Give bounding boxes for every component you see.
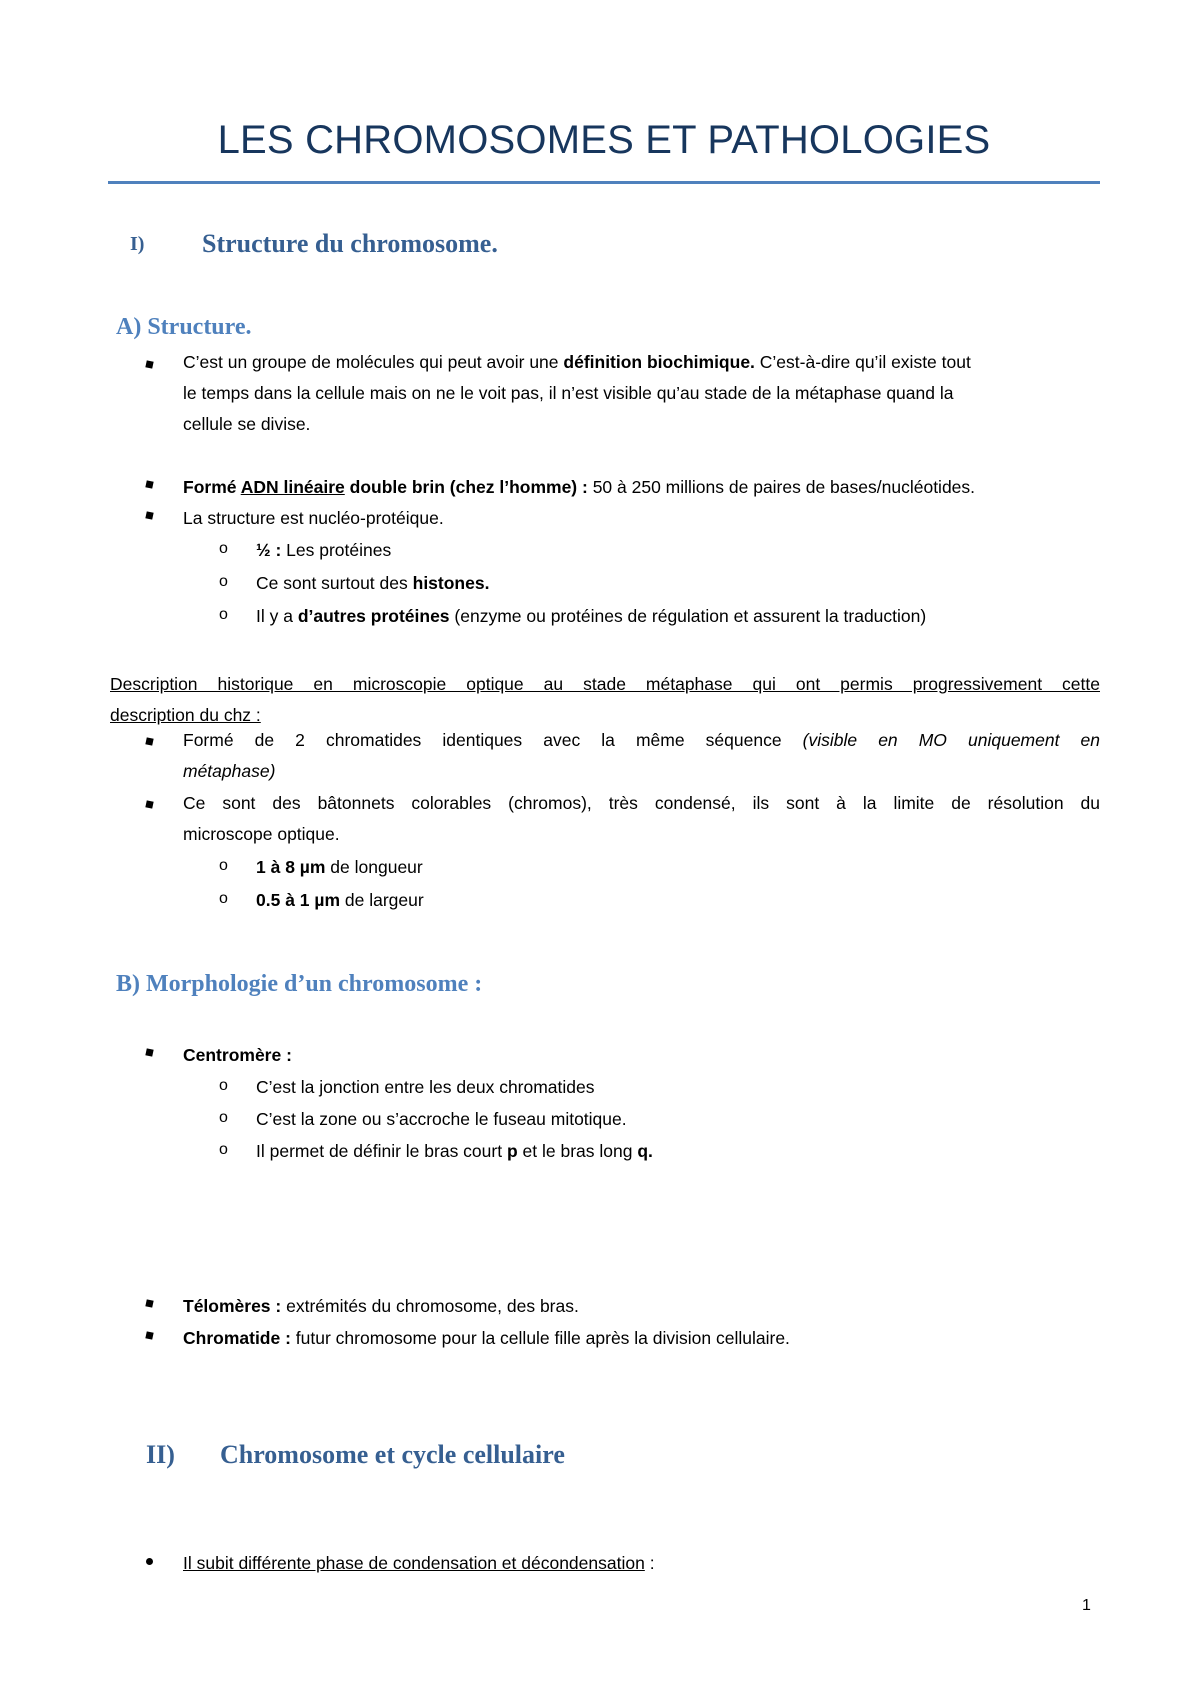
- section-b-heading: B) Morphologie d’un chromosome :: [116, 971, 483, 997]
- description-bullet-1: Formé de 2 chromatides identiques avec la même séquence (visible en MO uniquement en métaphase): [183, 730, 1100, 781]
- bullet-icon: [145, 480, 153, 488]
- sub-bullet-icon: o: [219, 1077, 228, 1094]
- sub-bullet-icon: o: [219, 1141, 228, 1158]
- sub-item-a1: ½ : Les protéines: [256, 540, 392, 560]
- section-1-number: I): [130, 233, 145, 255]
- sub-bullet-icon: o: [219, 890, 228, 907]
- section-2-bullet-1: Il subit différente phase de condensation et décondensation :: [183, 1553, 655, 1573]
- sub-item-length: 1 à 8 µm de longueur: [256, 857, 423, 877]
- centromere-item-2: C’est la zone ou s’accroche le fuseau mitotique.: [256, 1109, 627, 1129]
- bullet-icon: [145, 1048, 153, 1056]
- centromere-item-1: C’est la jonction entre les deux chromatides: [256, 1077, 595, 1097]
- sub-bullet-icon: o: [219, 857, 228, 874]
- sub-item-width: 0.5 à 1 µm de largeur: [256, 890, 424, 910]
- paragraph-a1-line3: cellule se divise.: [183, 414, 311, 434]
- telomeres-item: Télomères : extrémités du chromosome, des bras.: [183, 1296, 579, 1316]
- sub-bullet-icon: o: [219, 540, 228, 557]
- sub-bullet-icon: o: [219, 606, 228, 623]
- page-number: 1: [1082, 1597, 1091, 1614]
- section-2-number: II): [146, 1440, 175, 1469]
- sub-item-a2: Ce sont surtout des histones.: [256, 573, 490, 593]
- chromatide-item: Chromatide : futur chromosome pour la cellule fille après la division cellulaire.: [183, 1328, 790, 1348]
- paragraph-a1: [183, 347, 1100, 440]
- section-2-heading: [146, 1440, 846, 1474]
- sub-item-a3: Il y a d’autres protéines (enzyme ou protéines de régulation et assurent la traduction): [256, 606, 927, 626]
- sub-bullet-icon: o: [219, 573, 228, 590]
- bullet-icon: [145, 800, 153, 808]
- centromere-item-3: Il permet de définir le bras court p et le bras long q.: [256, 1141, 653, 1161]
- bullet-icon: [145, 511, 153, 519]
- bullet-icon: [145, 737, 153, 745]
- description-line1: Description historique en microscopie optique au stade métaphase qui ont permis progressivement cette: [110, 674, 1100, 694]
- section-1-title: Structure du chromosome.: [202, 229, 498, 258]
- description-line2: description du chz :: [110, 705, 261, 725]
- paragraph-a2: Formé ADN linéaire double brin (chez l’homme) : 50 à 250 millions de paires de bases/nucléotides.: [183, 477, 976, 497]
- sub-bullet-icon: o: [219, 1109, 228, 1126]
- description-bullet-2: Ce sont des bâtonnets colorables (chromos), très condensé, ils sont à la limite de résolution du microscope optique.: [183, 793, 1100, 844]
- section-1-heading: [130, 229, 730, 263]
- bullet-icon: [145, 1299, 153, 1307]
- centromere-label: Centromère :: [183, 1045, 292, 1065]
- bullet-icon: [146, 1558, 153, 1565]
- bullet-icon: [145, 360, 153, 368]
- section-a-heading: A) Structure.: [116, 314, 252, 340]
- paragraph-a1-line1: C’est un groupe de molécules qui peut avoir une définition biochimique. C’est-à-dire qu’il existe tout: [183, 352, 971, 372]
- paragraph-a3: La structure est nucléo-protéique.: [183, 508, 444, 528]
- description-intro: [110, 669, 1100, 731]
- paragraph-a1-line2: le temps dans la cellule mais on ne le voit pas, il n’est visible qu’au stade de la métaphase quand la: [183, 383, 954, 403]
- section-2-title: Chromosome et cycle cellulaire: [220, 1440, 565, 1469]
- page-title: LES CHROMOSOMES ET PATHOLOGIES: [217, 118, 991, 162]
- bullet-icon: [145, 1331, 153, 1339]
- title-underline: [108, 181, 1100, 184]
